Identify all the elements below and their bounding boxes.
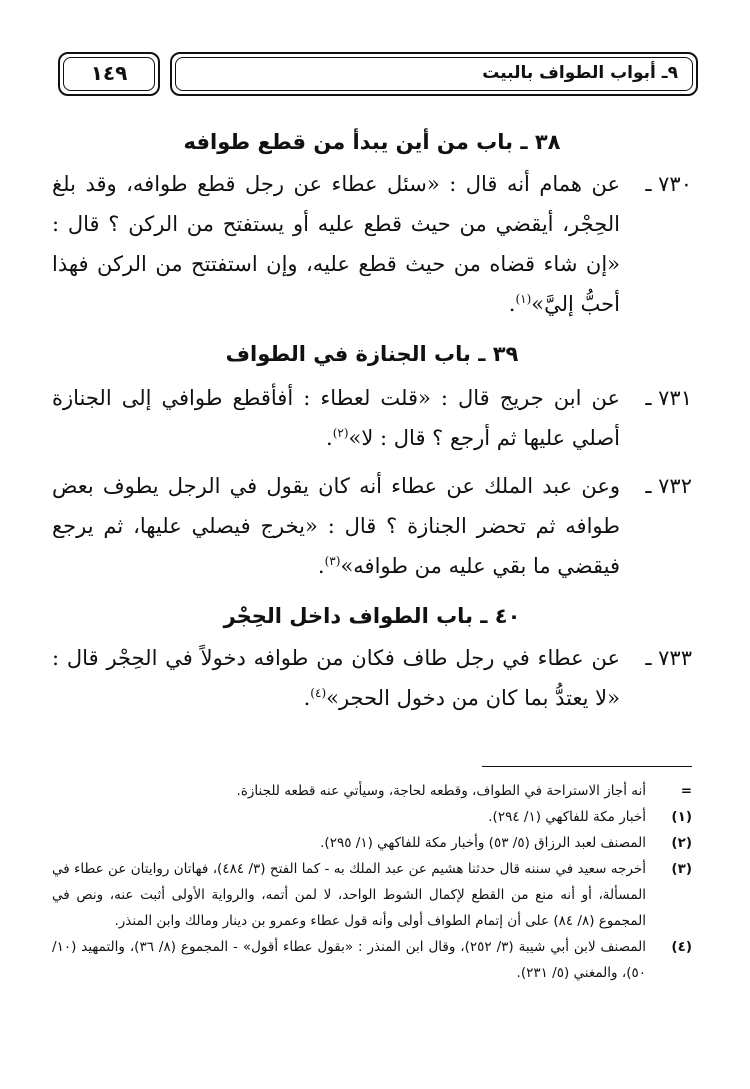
footnote-marker: (١) [671, 809, 692, 825]
footnote-ref: (٤) [310, 686, 327, 700]
entry-731 [52, 378, 692, 458]
entry-730 [52, 164, 692, 324]
entry-end: . [508, 292, 516, 316]
entry-text [52, 466, 620, 586]
footnote-text: المصنف لابن أبي شيبة (٣/ ٢٥٢)، وقال ابن المنذر : «بقول عطاء أقول» - المجموع (٨/ ٣٦)، والتمهيد (١٠/ ٥٠)، والمغني (٥/ ٢٣١). [52, 939, 646, 981]
footnote-ref: (١) [515, 292, 532, 306]
entry-number: ٧٣١ ـ [645, 386, 692, 410]
footnote-marker: = [680, 783, 692, 799]
footnote-marker: (٣) [671, 861, 692, 877]
footnote-marker: (٤) [671, 939, 692, 955]
entry-body: عن ابن جريج قال : «قلت لعطاء : أفأقطع طوافي إلى الجنازة أصلي عليها ثم أرجع ؟ قال : لا» [52, 386, 620, 450]
entry-body: وعن عبد الملك عن عطاء أنه كان يقول في الرجل يطوف بعض طوافه ثم تحضر الجنازة ؟ قال : «يخرج فيصلي عليها، ثم يرجع فيقضي ما بقي عليه من طوافه» [52, 474, 620, 578]
entry-body: عن عطاء في رجل طاف فكان من طوافه دخولاً في الحِجْر قال : «لا يعتدُّ بما كان من دخول الحجر» [52, 646, 620, 710]
footnote-separator [482, 766, 692, 767]
entry-end: . [326, 426, 333, 450]
footnote-text: أخرجه سعيد في سننه قال حدثنا هشيم عن عبد الملك به - كما الفتح (٣/ ٤٨٤)، فهاتان روايتان عن عطاء في المسألة، أو أنه منع من القطع لإكمال الشوط الواحد، لا لمن أتمه، والرواية الأولى أثبت عنه، ونص في المجموع (٨/ ٨٤) على أن إتمام الطواف أولى وأنه قول عطاء وعمرو بن دينار ومالك وابن المنذر. [52, 861, 646, 929]
header-title-frame [170, 52, 698, 96]
running-header [58, 52, 698, 100]
footnote-text: أخبار مكة للفاكهي (١/ ٢٩٤). [488, 809, 646, 825]
page-number-frame [58, 52, 160, 96]
footnote-1 [52, 804, 692, 830]
entry-end: . [303, 686, 311, 710]
footnote-text: المصنف لعبد الرزاق (٥/ ٥٣) وأخبار مكة للفاكهي (١/ ٢٩٥). [320, 835, 646, 851]
entry-text [52, 164, 620, 324]
page-number: ١٤٩ [90, 61, 128, 85]
entry-number: ٧٣٢ ـ [645, 474, 692, 498]
chapter-heading-40: ٤٠ ـ باب الطواف داخل الحِجْر [223, 604, 521, 628]
entry-732 [52, 466, 692, 586]
chapter-heading-38: ٣٨ ـ باب من أين يبدأ من قطع طوافه [183, 130, 561, 154]
entry-number: ٧٣٣ ـ [645, 646, 692, 670]
footnote-3 [52, 856, 692, 934]
footnote-text: أنه أجاز الاستراحة في الطواف، وقطعه لحاجة، وسيأتي عنه قطعه للجنازة. [236, 783, 646, 799]
entry-text [52, 638, 620, 718]
entry-body: عن همام أنه قال : «سئل عطاء عن رجل قطع طوافه، وقد بلغ الحِجْر، أيقضي من حيث قطع عليه أو يستفتح من الركن ؟ قال : «إن شاء قضاه من حيث قطع عليه، وإن استفتتح من الركن فهذا أحبُّ إليَّ» [52, 172, 620, 316]
entry-end: . [317, 554, 325, 578]
footnotes [52, 778, 692, 986]
main-text [52, 126, 692, 718]
chapter-heading-39: ٣٩ ـ باب الجنازة في الطواف [225, 342, 519, 366]
entry-text [52, 378, 620, 458]
footnote-2 [52, 830, 692, 856]
footnote-ref: (٣) [324, 554, 341, 568]
footnote-ref: (٢) [332, 426, 349, 440]
entry-733 [52, 638, 692, 718]
header-title: ٩ـ أبواب الطواف بالبيت [482, 63, 678, 83]
footnote-continuation [52, 778, 692, 804]
footnote-4 [52, 934, 692, 986]
footnote-marker: (٢) [671, 835, 692, 851]
entry-number: ٧٣٠ ـ [645, 172, 692, 196]
